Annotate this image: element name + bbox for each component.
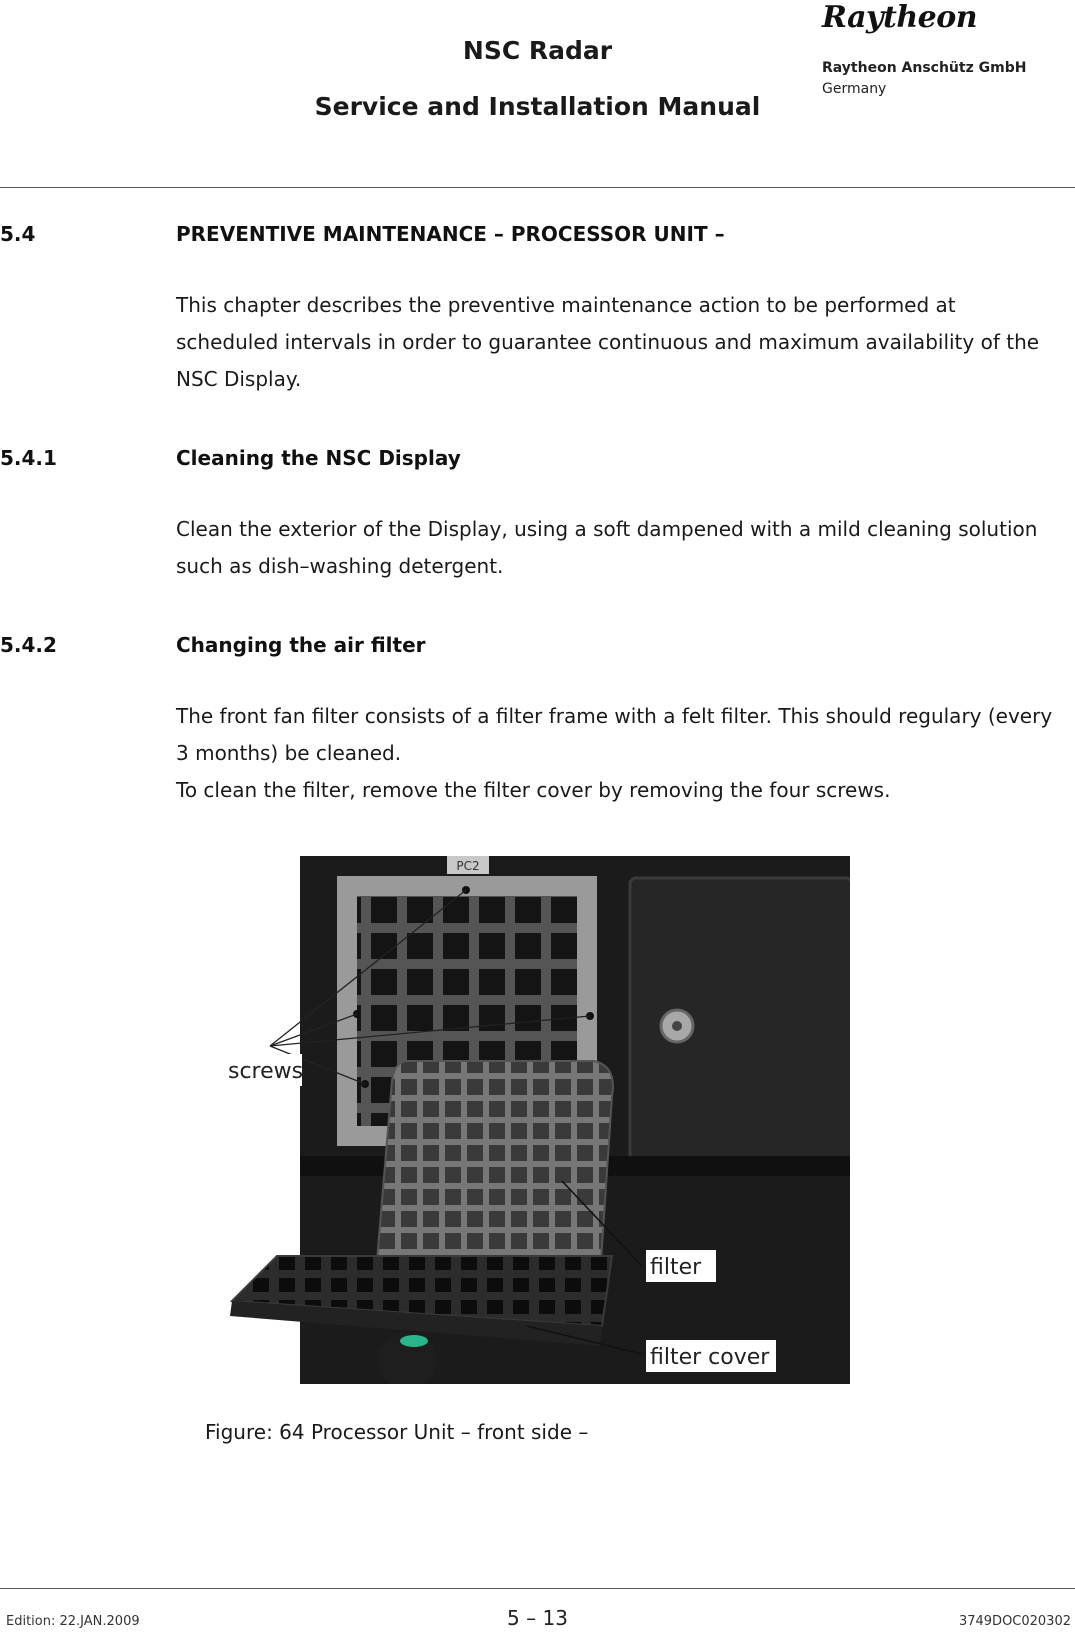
page-number: 5 – 13	[507, 1606, 568, 1630]
header-rule	[0, 187, 1075, 188]
document-title: NSC Radar	[462, 36, 613, 65]
section-paragraph	[176, 511, 1056, 585]
section-heading: PREVENTIVE MAINTENANCE – PROCESSOR UNIT –	[176, 222, 725, 246]
company-country: Germany	[822, 81, 887, 97]
edition-date: Edition: 22.JAN.2009	[6, 1614, 140, 1629]
label-screws: screws	[228, 1059, 304, 1084]
paragraph-text: To clean the filter, remove the filter cover by removing the four screws.	[176, 778, 891, 802]
paragraph-text: Clean the exterior of the Display, using a soft dampened with a mild cleaning solution such as dish–washing detergent.	[176, 517, 1038, 578]
section-number: 5.4	[0, 222, 36, 246]
section-paragraph	[176, 698, 1056, 809]
photo-illustration	[222, 856, 850, 1384]
label-filter-cover: filter cover	[650, 1345, 770, 1370]
section-heading: Changing the air filter	[176, 633, 426, 657]
figure-caption: Figure: 64 Processor Unit – front side –	[205, 1420, 589, 1444]
section-paragraph	[176, 287, 1056, 398]
pc2-label: PC2	[456, 859, 480, 873]
label-filter: filter	[650, 1255, 702, 1280]
document-number: 3749DOC020302	[958, 1614, 1071, 1629]
paragraph-text: The front fan filter consists of a filter frame with a felt filter. This should regulary (every 3 months) be cleaned.	[176, 704, 1053, 765]
section-heading: Cleaning the NSC Display	[176, 446, 461, 470]
raytheon-logo: Raytheon	[822, 0, 978, 35]
footer-rule	[0, 1588, 1075, 1589]
paragraph-text: This chapter describes the preventive maintenance action to be performed at scheduled intervals in order to guarantee continuous and maximum availability of the NSC Display.	[176, 293, 1040, 391]
document-subtitle: Service and Installation Manual	[314, 92, 761, 121]
processor-unit-photo	[222, 856, 850, 1384]
section-number: 5.4.1	[0, 446, 57, 470]
company-name: Raytheon Anschütz GmbH	[822, 60, 1027, 76]
section-number: 5.4.2	[0, 633, 57, 657]
